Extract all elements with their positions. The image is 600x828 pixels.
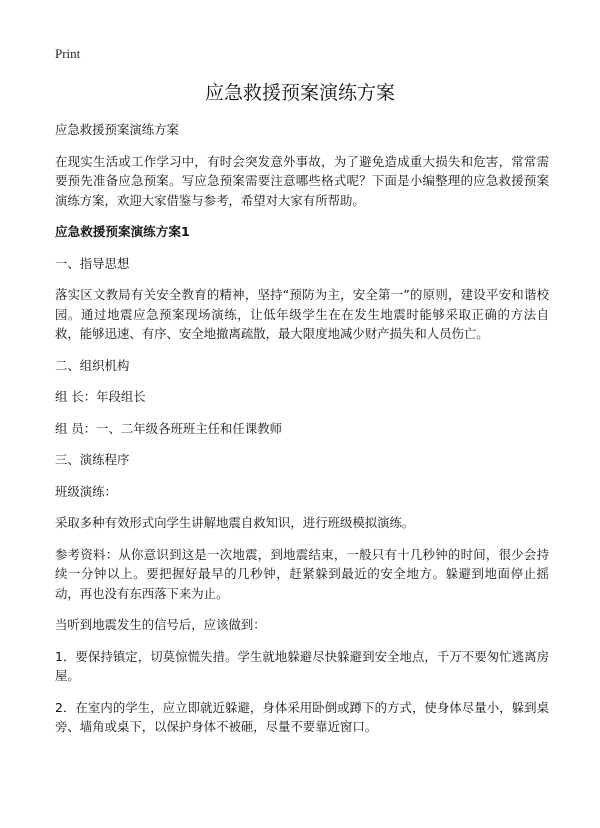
list-item: 2．在室内的学生，应立即就近躲避，身体采用卧倒或蹲下的方式，使身体尽量小，躲到桌旁、墙角或桌下，以保护身体不被砸，尽量不要靠近窗口。: [55, 699, 549, 734]
list-item: 1．要保持镇定，切莫惊慌失措。学生就地躲避尽快躲避到安全地点，千万不要匆忙逃离房屋。: [55, 648, 549, 683]
document-subtitle: 应急救援预案演练方案: [55, 122, 179, 137]
reference-paragraph: 参考资料：从你意识到这是一次地震，到地震结束，一般只有十几秒钟的时间，很少会持续一分钟以上。要把握好最早的几秒钟，赶紧躲到最近的安全地方。躲避到地面停止摇动，再也没有东西落下来为止。: [55, 546, 549, 601]
section-title: 应急救援预案演练方案1: [55, 224, 190, 239]
guiding-ideology-paragraph: 落实区文教局有关安全教育的精神，坚持“预防为主，安全第一”的原则，建设平安和谐校园。通过地震应急预案现场演练，让低年级学生在在发生地震时能够采取正确的方法自救，能够迅速、有序、安全地撤离疏散，最大限度地减少财产损失和人员伤亡。: [55, 287, 549, 341]
document-body: [55, 120, 549, 749]
leader-line: 组 长：年段组长: [55, 389, 146, 404]
signal-paragraph: 当听到地震发生的信号后，应该做到：: [55, 617, 266, 632]
intro-paragraph: 在现实生活或工作学习中，有时会突发意外事故，为了避免造成重大损失和危害，常常需要预先准备应急预案。写应急预案需要注意哪些格式呢？下面是小编整理的应急救援预案演练方案，欢迎大家借鉴与参考，希望对大家有所帮助。: [55, 153, 549, 208]
class-drill-label: 班级演练：: [55, 483, 117, 499]
heading-organization: 二、组织机构: [55, 357, 130, 373]
drill-description: 采取多种有效形式向学生讲解地震自救知识，进行班级模拟演练。: [55, 515, 415, 530]
heading-guiding-ideology: 一、指导思想: [55, 255, 130, 271]
members-line: 组 员：一、二年级各班班主任和任课教师: [55, 420, 282, 436]
document-title: 应急救援预案演练方案: [204, 82, 395, 104]
print-link[interactable]: Print: [55, 46, 81, 61]
heading-drill-procedure: 三、演练程序: [55, 452, 130, 467]
